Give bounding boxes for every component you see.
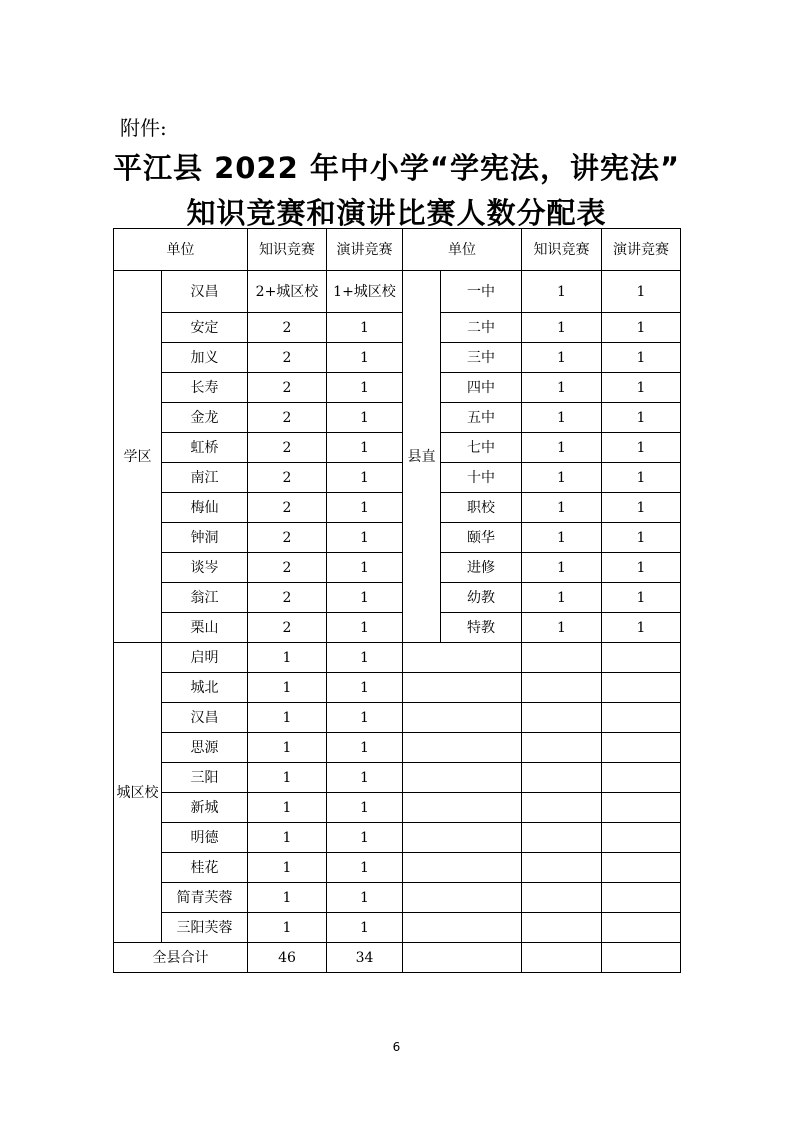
table-row xyxy=(114,523,681,553)
empty-cell xyxy=(403,913,522,943)
empty-cell xyxy=(522,883,602,913)
knowledge-count: 2 xyxy=(248,523,327,553)
unit-name: 城北 xyxy=(162,673,248,703)
speech-count: 1 xyxy=(327,463,403,493)
unit-name: 汉昌 xyxy=(162,271,248,313)
unit-name: 汉昌 xyxy=(162,703,248,733)
knowledge-count: 2 xyxy=(248,433,327,463)
header-speech-2: 演讲竞赛 xyxy=(602,229,681,271)
speech-count-2: 1 xyxy=(602,613,681,643)
speech-count-2: 1 xyxy=(602,433,681,463)
empty-cell xyxy=(602,673,681,703)
unit-name-2: 进修 xyxy=(441,553,522,583)
title-line-2: 知识竞赛和演讲比赛人数分配表 xyxy=(186,196,607,230)
allocation-table xyxy=(113,228,681,973)
title-line-1: 平江县 2022 年中小学“学宪法，讲宪法” xyxy=(112,151,681,185)
table-row xyxy=(114,343,681,373)
table-row xyxy=(114,433,681,463)
empty-cell xyxy=(522,793,602,823)
empty-cell xyxy=(403,643,522,673)
empty-cell xyxy=(602,793,681,823)
knowledge-count-2: 1 xyxy=(522,583,602,613)
unit-name-2: 五中 xyxy=(441,403,522,433)
unit-name-2: 十中 xyxy=(441,463,522,493)
total-speech: 34 xyxy=(327,943,403,973)
speech-count: 1 xyxy=(327,793,403,823)
knowledge-count: 2+城区校 xyxy=(248,271,327,313)
unit-name: 明德 xyxy=(162,823,248,853)
table-row xyxy=(114,403,681,433)
unit-name: 三阳 xyxy=(162,763,248,793)
empty-cell xyxy=(602,823,681,853)
speech-count: 1 xyxy=(327,493,403,523)
table-row xyxy=(114,553,681,583)
table-row xyxy=(114,583,681,613)
knowledge-count: 1 xyxy=(248,703,327,733)
knowledge-count: 1 xyxy=(248,823,327,853)
table-row xyxy=(114,883,681,913)
knowledge-count-2: 1 xyxy=(522,493,602,523)
table-row xyxy=(114,733,681,763)
table-row xyxy=(114,271,681,313)
empty-cell xyxy=(522,673,602,703)
knowledge-count-2: 1 xyxy=(522,463,602,493)
knowledge-count: 1 xyxy=(248,793,327,823)
knowledge-count: 2 xyxy=(248,463,327,493)
knowledge-count: 1 xyxy=(248,763,327,793)
empty-cell xyxy=(522,853,602,883)
unit-name: 栗山 xyxy=(162,613,248,643)
knowledge-count: 2 xyxy=(248,343,327,373)
table-row xyxy=(114,463,681,493)
speech-count-2: 1 xyxy=(602,343,681,373)
knowledge-count: 1 xyxy=(248,853,327,883)
unit-name-2: 四中 xyxy=(441,373,522,403)
empty-cell xyxy=(403,883,522,913)
empty-cell xyxy=(522,703,602,733)
empty-cell xyxy=(602,883,681,913)
speech-count: 1 xyxy=(327,433,403,463)
knowledge-count: 2 xyxy=(248,373,327,403)
knowledge-count: 2 xyxy=(248,613,327,643)
unit-name: 安定 xyxy=(162,313,248,343)
empty-cell xyxy=(602,703,681,733)
knowledge-count: 2 xyxy=(248,403,327,433)
empty-cell xyxy=(602,763,681,793)
knowledge-count: 2 xyxy=(248,583,327,613)
unit-name: 三阳芙蓉 xyxy=(162,913,248,943)
table-row xyxy=(114,313,681,343)
unit-name-2: 一中 xyxy=(441,271,522,313)
empty-cell xyxy=(403,673,522,703)
empty-cell xyxy=(403,853,522,883)
speech-count: 1 xyxy=(327,373,403,403)
unit-name: 金龙 xyxy=(162,403,248,433)
speech-count: 1 xyxy=(327,853,403,883)
speech-count-2: 1 xyxy=(602,271,681,313)
knowledge-count-2: 1 xyxy=(522,433,602,463)
speech-count-2: 1 xyxy=(602,523,681,553)
speech-count: 1 xyxy=(327,403,403,433)
knowledge-count: 2 xyxy=(248,493,327,523)
knowledge-count-2: 1 xyxy=(522,313,602,343)
unit-name: 桂花 xyxy=(162,853,248,883)
speech-count: 1 xyxy=(327,553,403,583)
table-row xyxy=(114,853,681,883)
table-row xyxy=(114,643,681,673)
knowledge-count-2: 1 xyxy=(522,613,602,643)
speech-count: 1 xyxy=(327,823,403,853)
group-label-chengqu: 城区校 xyxy=(114,643,162,943)
table-row xyxy=(114,373,681,403)
knowledge-count-2: 1 xyxy=(522,343,602,373)
unit-name-2: 七中 xyxy=(441,433,522,463)
empty-cell xyxy=(602,643,681,673)
empty-cell xyxy=(403,733,522,763)
empty-cell xyxy=(602,943,681,973)
unit-name: 加义 xyxy=(162,343,248,373)
unit-name: 思源 xyxy=(162,733,248,763)
speech-count: 1 xyxy=(327,913,403,943)
total-label: 全县合计 xyxy=(114,943,248,973)
empty-cell xyxy=(602,733,681,763)
unit-name: 钟洞 xyxy=(162,523,248,553)
unit-name: 启明 xyxy=(162,643,248,673)
unit-name-2: 幼教 xyxy=(441,583,522,613)
header-knowledge-2: 知识竞赛 xyxy=(522,229,602,271)
empty-cell xyxy=(403,793,522,823)
unit-name-2: 三中 xyxy=(441,343,522,373)
attachment-label: 附件: xyxy=(120,116,167,140)
speech-count-2: 1 xyxy=(602,373,681,403)
table-row xyxy=(114,913,681,943)
speech-count: 1 xyxy=(327,883,403,913)
speech-count: 1 xyxy=(327,763,403,793)
table-row xyxy=(114,493,681,523)
empty-cell xyxy=(602,913,681,943)
speech-count: 1 xyxy=(327,703,403,733)
group-label-xuequ: 学区 xyxy=(114,271,162,643)
knowledge-count: 1 xyxy=(248,643,327,673)
speech-count-2: 1 xyxy=(602,313,681,343)
speech-count: 1 xyxy=(327,733,403,763)
speech-count-2: 1 xyxy=(602,553,681,583)
knowledge-count: 1 xyxy=(248,883,327,913)
unit-name: 南江 xyxy=(162,463,248,493)
total-row xyxy=(114,943,681,973)
speech-count: 1 xyxy=(327,523,403,553)
table-row xyxy=(114,793,681,823)
unit-name: 虹桥 xyxy=(162,433,248,463)
table-row xyxy=(114,613,681,643)
empty-cell xyxy=(522,943,602,973)
speech-count: 1 xyxy=(327,613,403,643)
header-speech: 演讲竞赛 xyxy=(327,229,403,271)
header-knowledge: 知识竞赛 xyxy=(248,229,327,271)
group-label-xianzhi: 县直 xyxy=(403,271,441,643)
knowledge-count: 2 xyxy=(248,553,327,583)
unit-name-2: 特教 xyxy=(441,613,522,643)
speech-count: 1+城区校 xyxy=(327,271,403,313)
header-unit: 单位 xyxy=(114,229,248,271)
knowledge-count: 2 xyxy=(248,313,327,343)
empty-cell xyxy=(403,703,522,733)
unit-name-2: 职校 xyxy=(441,493,522,523)
page-number: 6 xyxy=(392,1040,401,1054)
speech-count-2: 1 xyxy=(602,463,681,493)
empty-cell xyxy=(522,913,602,943)
table-row xyxy=(114,763,681,793)
speech-count: 1 xyxy=(327,313,403,343)
knowledge-count: 1 xyxy=(248,913,327,943)
unit-name: 谈岑 xyxy=(162,553,248,583)
empty-cell xyxy=(403,943,522,973)
knowledge-count-2: 1 xyxy=(522,271,602,313)
header-row xyxy=(114,229,681,271)
knowledge-count-2: 1 xyxy=(522,553,602,583)
speech-count-2: 1 xyxy=(602,583,681,613)
unit-name-2: 颐华 xyxy=(441,523,522,553)
knowledge-count: 1 xyxy=(248,733,327,763)
speech-count-2: 1 xyxy=(602,493,681,523)
knowledge-count: 1 xyxy=(248,673,327,703)
knowledge-count-2: 1 xyxy=(522,403,602,433)
speech-count-2: 1 xyxy=(602,403,681,433)
empty-cell xyxy=(403,823,522,853)
unit-name: 简青芙蓉 xyxy=(162,883,248,913)
total-knowledge: 46 xyxy=(248,943,327,973)
table-row xyxy=(114,703,681,733)
unit-name: 梅仙 xyxy=(162,493,248,523)
empty-cell xyxy=(522,823,602,853)
speech-count: 1 xyxy=(327,643,403,673)
knowledge-count-2: 1 xyxy=(522,373,602,403)
empty-cell xyxy=(403,763,522,793)
empty-cell xyxy=(522,733,602,763)
unit-name: 翁江 xyxy=(162,583,248,613)
table-row xyxy=(114,823,681,853)
header-unit-2: 单位 xyxy=(403,229,522,271)
empty-cell xyxy=(602,853,681,883)
empty-cell xyxy=(522,763,602,793)
unit-name: 新城 xyxy=(162,793,248,823)
speech-count: 1 xyxy=(327,343,403,373)
speech-count: 1 xyxy=(327,583,403,613)
table-row xyxy=(114,673,681,703)
empty-cell xyxy=(522,643,602,673)
knowledge-count-2: 1 xyxy=(522,523,602,553)
speech-count: 1 xyxy=(327,673,403,703)
unit-name-2: 二中 xyxy=(441,313,522,343)
unit-name: 长寿 xyxy=(162,373,248,403)
